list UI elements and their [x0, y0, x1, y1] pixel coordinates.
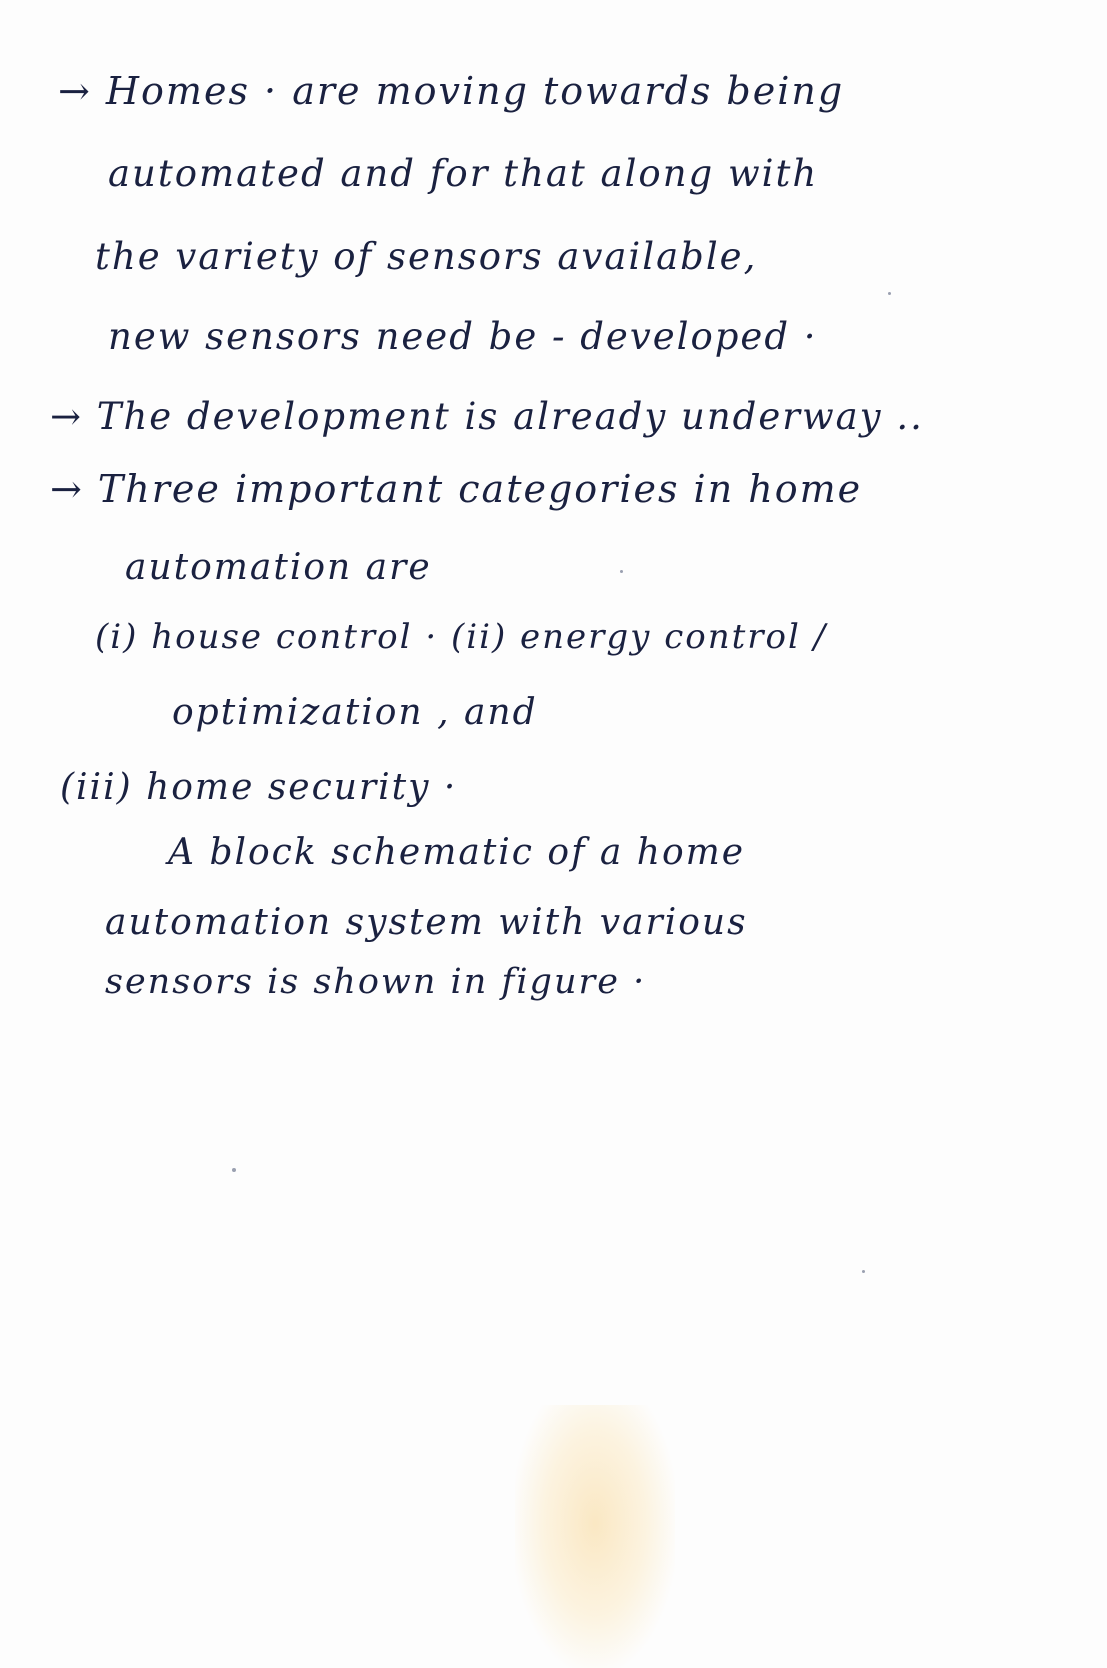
note-line-9: optimization , and: [172, 692, 538, 733]
note-line-11: A block schematic of a home: [168, 832, 746, 873]
paper-speck: [232, 1168, 236, 1172]
note-line-4: new sensors need be - developed ·: [108, 315, 818, 358]
note-line-8: (i) house control · (ii) energy control /: [95, 617, 828, 657]
paper-speck: [888, 292, 891, 295]
paper-stain: [515, 1405, 675, 1668]
note-line-1: → Homes · are moving towards being: [58, 69, 845, 113]
note-line-2: automated and for that along with: [108, 152, 819, 195]
note-line-7: automation are: [125, 547, 432, 588]
note-line-3: the variety of sensors available,: [95, 235, 758, 278]
note-line-12: automation system with various: [105, 902, 748, 943]
note-line-13: sensors is shown in figure ·: [105, 962, 647, 1002]
paper-speck: [862, 1270, 865, 1273]
paper-speck: [620, 570, 623, 573]
note-line-5: → The development is already underway ..: [50, 395, 924, 438]
note-line-6: → Three important categories in home: [50, 467, 863, 511]
note-line-10: (iii) home security ·: [60, 767, 458, 808]
